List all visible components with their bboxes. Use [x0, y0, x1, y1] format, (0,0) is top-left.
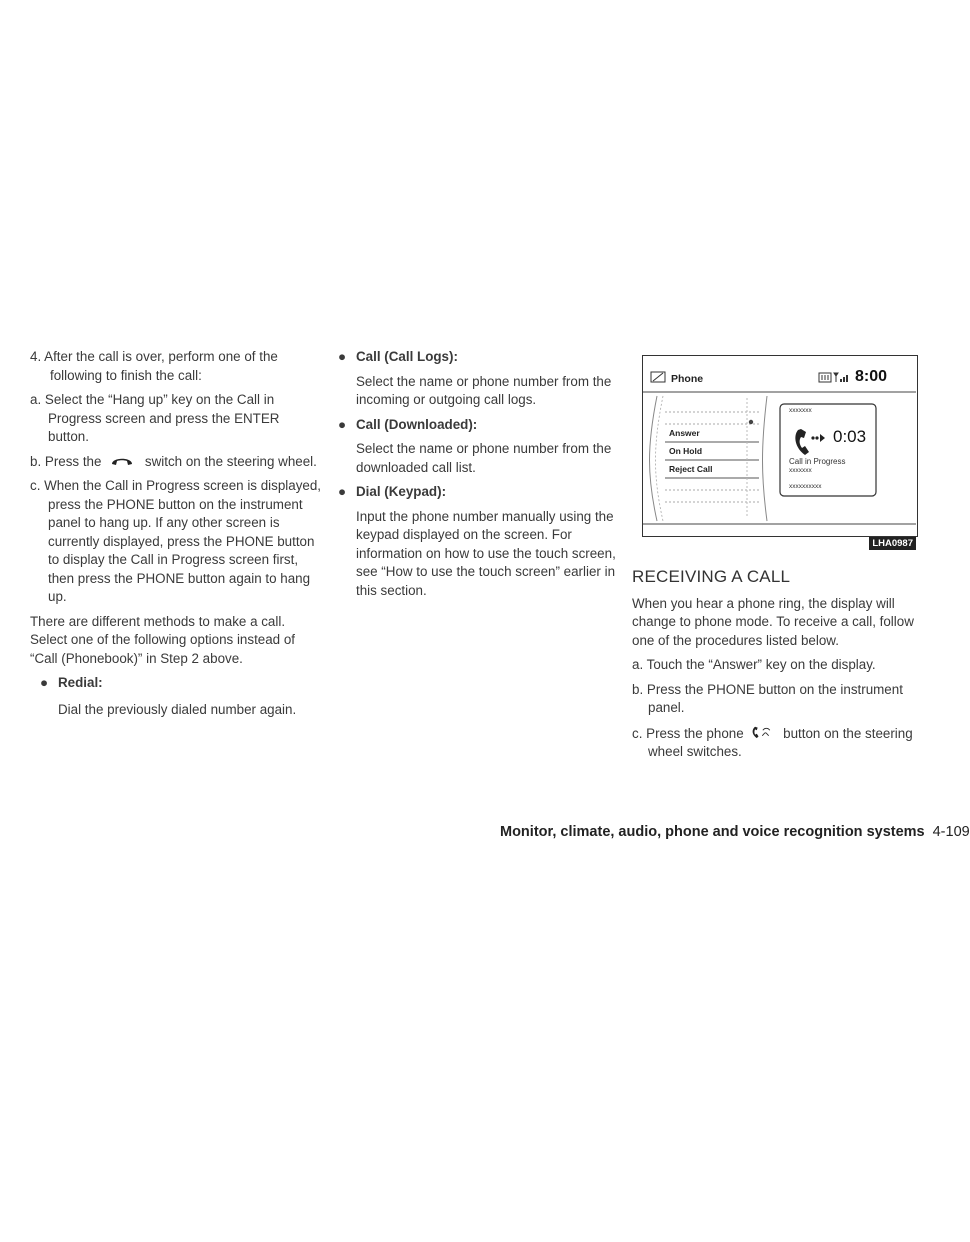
receive-b: b. Press the PHONE button on the instrument panel. [632, 681, 903, 715]
call-timer: 0:03 [833, 427, 867, 446]
bullet-call-logs [338, 348, 630, 367]
call-status: Call in Progress [789, 457, 846, 466]
hang-up-icon [107, 454, 137, 468]
call-logs-text: Select the name or phone number from the incoming or outgoing call logs. [356, 373, 612, 407]
bullet-downloaded [338, 416, 630, 435]
caller-name-top: xxxxxxx [789, 407, 812, 414]
receive-c-post: button on the steering wheel switches. [648, 725, 913, 759]
step-4a: a. Select the “Hang up” key on the Call in Progress screen and press the ENTER button. [30, 392, 280, 444]
step-4b [30, 453, 322, 472]
bullet-dot: ● [338, 416, 347, 432]
keypad-title: Dial (Keypad): [356, 484, 447, 499]
downloaded-title: Call (Downloaded): [356, 416, 478, 432]
receive-a: a. Touch the “Answer” key on the display. [632, 657, 876, 672]
phone-icon [749, 724, 775, 740]
menu-on-hold[interactable]: On Hold [669, 446, 703, 456]
screen-header-title: Phone [671, 373, 704, 385]
page-footer [500, 824, 970, 840]
bullet-dot: ● [40, 675, 49, 690]
bullet-keypad [338, 483, 630, 502]
call-in-progress-icon [795, 429, 825, 455]
footer-title: Monitor, climate, audio, phone and voice recognition systems [500, 824, 925, 840]
screen-clock: 8:00 [855, 368, 888, 385]
receive-c [632, 724, 924, 762]
bullet-dot: ● [338, 484, 347, 499]
phone-screen-figure [642, 355, 918, 550]
step-4: 4. After the call is over, perform one of the following to finish the call: [30, 349, 278, 383]
caller-number: xxxxxxxxxx [789, 483, 822, 490]
left-column [30, 348, 322, 725]
bullet-redial [40, 674, 322, 693]
caller-name-mid: xxxxxxx [789, 467, 812, 474]
call-logs-title: Call (Call Logs): [356, 349, 458, 364]
redial-title: Redial: [58, 675, 103, 690]
step-4b-pre: b. Press the [30, 453, 102, 469]
menu-reject-call[interactable]: Reject Call [669, 464, 713, 474]
step-4b-post: switch on the steering wheel. [144, 453, 317, 469]
page-number: 4-109 [932, 824, 970, 840]
signal-strength-icon [819, 373, 848, 382]
middle-column [338, 348, 630, 606]
downloaded-text: Select the name or phone number from the downloaded call list. [356, 441, 612, 475]
keypad-text: Input the phone number manually using the keypad displayed on the screen. For information on how to use the touch screen, see “How to use the touch screen” earlier in this section. [356, 508, 616, 598]
menu-answer[interactable]: Answer [669, 428, 700, 438]
figure-label: LHA0987 [869, 537, 916, 550]
step-4c: c. When the Call in Progress screen is displayed, press the PHONE button on the instrument panel to hang up. If any other screen is currently displayed, press the PHONE button to display the Call in Progress screen first, then press the PHONE button again to hang up. [30, 478, 322, 604]
receiving-intro: When you hear a phone ring, the display will change to phone mode. To receive a call, follow one of the procedures listed below. [632, 595, 914, 648]
redial-text: Dial the previously dialed number again. [58, 701, 297, 717]
receive-c-pre: c. Press the phone [632, 725, 744, 741]
methods-paragraph: There are different methods to make a call. Select one of the following options instead of “Call (Phonebook)” in Step 2 above. [30, 613, 296, 666]
phone-screen [642, 355, 918, 537]
section-heading: RECEIVING A CALL [632, 567, 791, 586]
right-column [632, 558, 924, 768]
bullet-dot: ● [338, 349, 347, 364]
phone-menu-icon [651, 372, 665, 382]
